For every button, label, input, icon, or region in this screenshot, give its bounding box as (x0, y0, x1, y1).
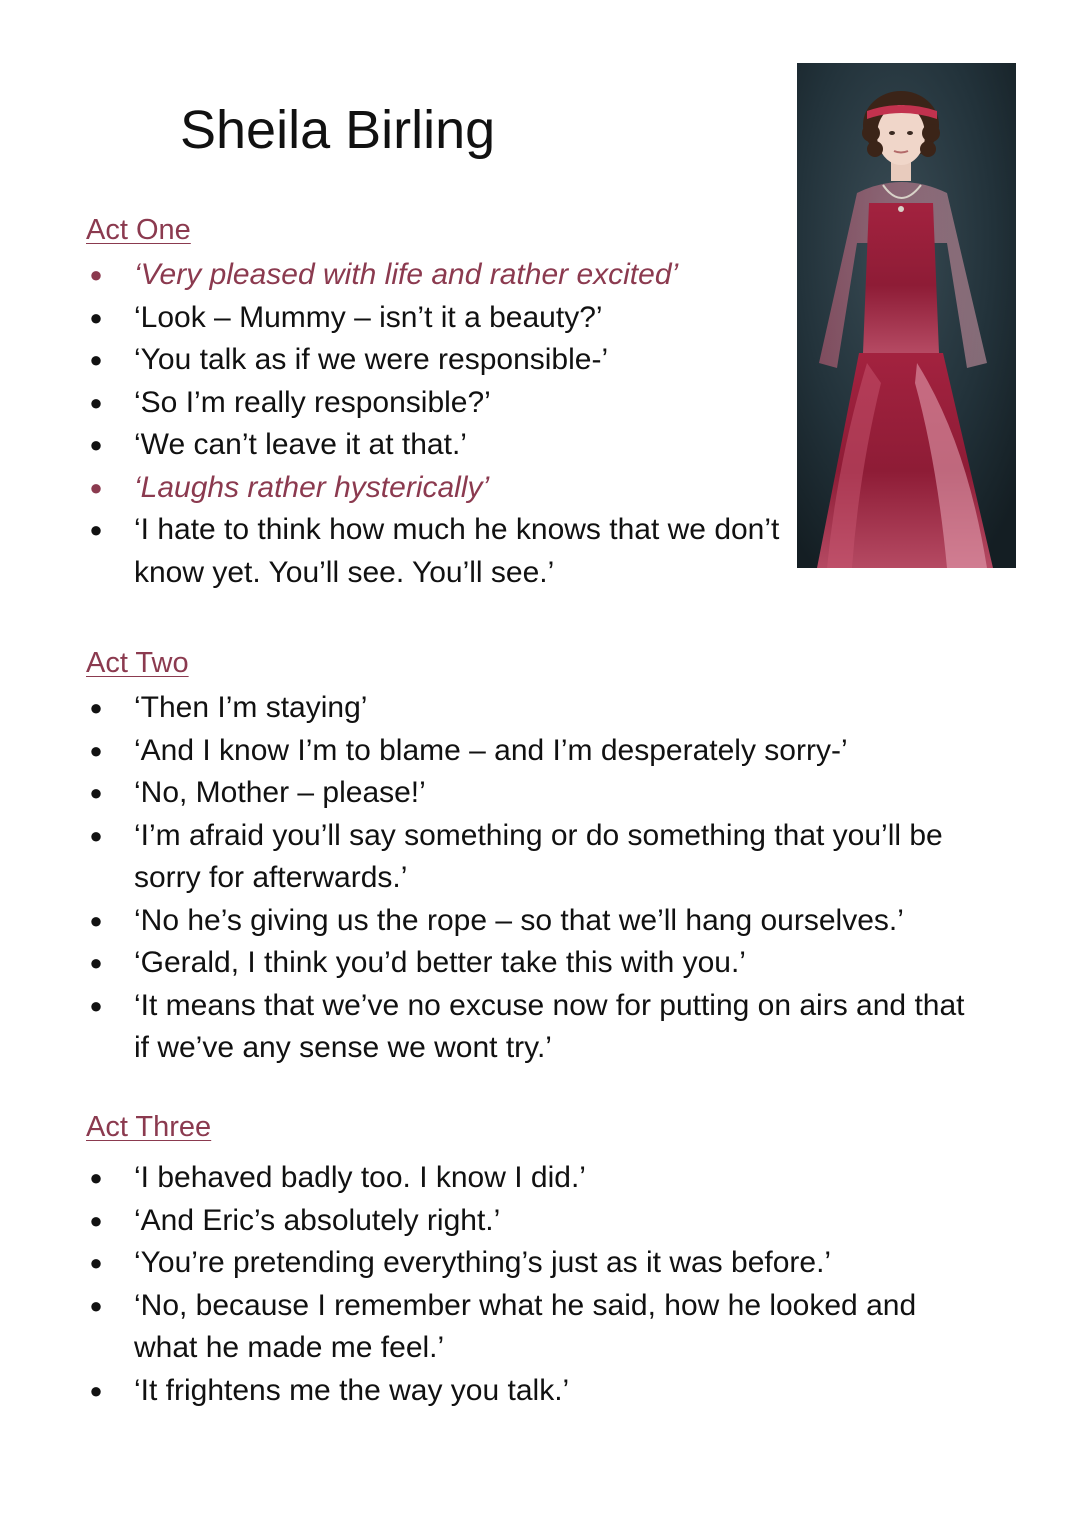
list-item (86, 815, 986, 900)
character-portrait-image (797, 63, 1016, 568)
list-item (86, 1285, 986, 1370)
bullet-icon: ● (89, 389, 103, 415)
bullet-icon: ● (89, 347, 103, 372)
quote-text: ‘You’re pretending everything’s just as it was before.’ (134, 1246, 832, 1279)
list-item (86, 1242, 986, 1285)
bullet-icon: ● (89, 907, 103, 933)
list-item (86, 297, 786, 340)
quote-list (86, 1157, 986, 1412)
section-heading: Act Two (86, 647, 189, 679)
quote-text: ‘You talk as if we were responsible-’ (134, 343, 609, 376)
bullet-icon: ● (89, 474, 103, 500)
section-heading: Act One (86, 214, 191, 246)
quote-text: ‘I hate to think how much he knows that we don’t know yet. You’ll see. You’ll see.’ (134, 513, 780, 589)
section-act-two (86, 645, 986, 1070)
bullet-icon: ● (89, 1165, 103, 1190)
list-item (86, 509, 786, 594)
bullet-icon: ● (89, 950, 103, 975)
bullet-icon: ● (89, 695, 103, 720)
quote-text: ‘Then I’m staying’ (134, 691, 368, 724)
bullet-icon: ● (89, 1250, 103, 1275)
bullet-icon: ● (89, 1292, 103, 1318)
list-item (86, 900, 986, 943)
quote-text: ‘No, Mother – please!’ (134, 776, 426, 809)
bullet-icon: ● (89, 1377, 103, 1403)
list-item (86, 687, 986, 730)
quote-text: ‘No, because I remember what he said, how he looked and what he made me feel.’ (134, 1288, 917, 1364)
list-item (86, 424, 786, 467)
bullet-icon: ● (89, 304, 103, 330)
quote-text: ‘I’m afraid you’ll say something or do something that you’ll be sorry for afterwards.’ (134, 818, 943, 894)
quote-text: ‘It frightens me the way you talk.’ (134, 1373, 570, 1407)
quote-text: ‘Gerald, I think you’d better take this with you.’ (134, 946, 746, 979)
list-item (86, 339, 786, 382)
quote-text: ‘Very pleased with life and rather excited’ (134, 258, 679, 291)
bullet-icon: ● (89, 432, 103, 457)
quote-list (86, 687, 986, 1070)
list-item (86, 1200, 986, 1243)
bullet-icon: ● (89, 1207, 103, 1233)
quote-text: ‘And Eric’s absolutely right.’ (134, 1203, 501, 1237)
quote-text: ‘It means that we’ve no excuse now for putting on airs and that if we’ve any sense we wont try.’ (134, 988, 965, 1064)
bullet-icon: ● (89, 262, 103, 287)
list-item (86, 985, 986, 1070)
section-act-three (86, 1109, 986, 1412)
list-item (86, 1157, 986, 1200)
list-item (86, 467, 786, 510)
list-item (86, 1370, 986, 1413)
bullet-icon: ● (89, 780, 103, 805)
bullet-icon: ● (89, 822, 103, 848)
page-title: Sheila Birling (180, 100, 496, 160)
list-item (86, 382, 786, 425)
section-act-one (86, 212, 786, 594)
quote-list (86, 254, 786, 594)
quote-text: ‘Laughs rather hysterically’ (134, 470, 490, 504)
quote-text: ‘We can’t leave it at that.’ (134, 428, 467, 461)
quote-text: ‘So I’m really responsible?’ (134, 385, 491, 419)
list-item (86, 730, 986, 773)
bullet-icon: ● (89, 517, 103, 542)
list-item (86, 254, 786, 297)
bullet-icon: ● (89, 992, 103, 1018)
quote-text: ‘No he’s giving us the rope – so that we’ll hang ourselves.’ (134, 903, 904, 937)
section-heading: Act Three (86, 1111, 212, 1143)
quote-text: ‘Look – Mummy – isn’t it a beauty?’ (134, 300, 603, 334)
bullet-icon: ● (89, 737, 103, 763)
list-item (86, 942, 986, 985)
quote-text: ‘And I know I’m to blame – and I’m desperately sorry-’ (134, 733, 848, 767)
list-item (86, 772, 986, 815)
quote-text: ‘I behaved badly too. I know I did.’ (134, 1161, 586, 1194)
